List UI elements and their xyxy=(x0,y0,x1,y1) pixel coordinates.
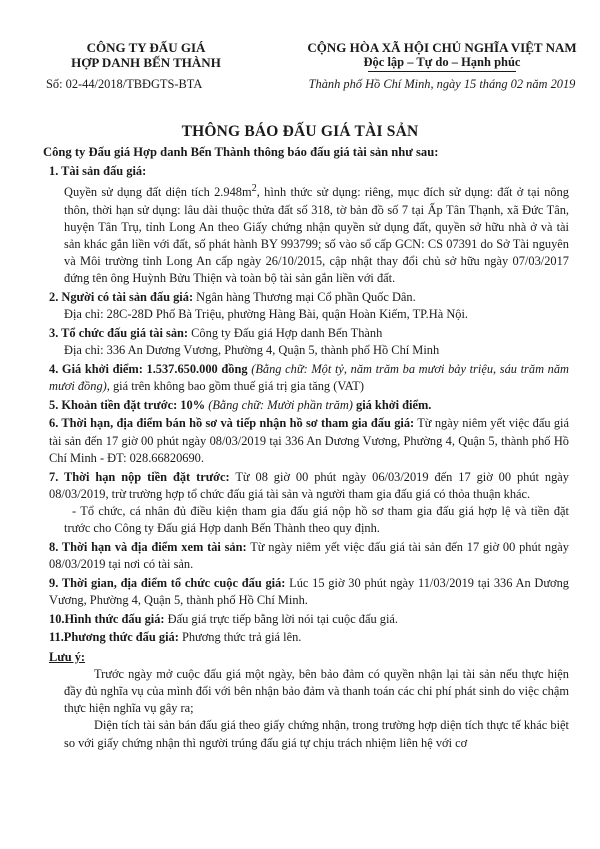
company-name-line2: HỢP DANH BẾN THÀNH xyxy=(71,55,221,70)
section-6-title: 6. Thời hạn, địa điểm bán hồ sơ và tiếp nhận hồ sơ tham gia đấu giá: xyxy=(49,416,415,431)
section-2 xyxy=(49,289,569,323)
document-body xyxy=(49,163,569,752)
section-11 xyxy=(49,629,569,646)
note-paragraph-2: Diện tích tài sản bán đấu giá theo giấy chứng nhận, trong trường hợp diện tích thực tế khác biệt so với giấy chứng nhận thì người trúng đấu giá tự chịu trách nhiệm liên hệ với cơ xyxy=(64,718,569,750)
section-11-text: Phương thức trả giá lên. xyxy=(178,630,302,645)
motto-underline xyxy=(368,71,516,72)
section-7-title: 7. Thời hạn nộp tiền đặt trước: xyxy=(49,469,230,484)
country-name: CỘNG HÒA XÃ HỘI CHỦ NGHĨA VIỆT NAM xyxy=(307,40,577,55)
section-4-text: giá trên không bao gồm thuế giá trị gia tăng (VAT) xyxy=(109,379,364,394)
section-10-text: Đấu giá trực tiếp bằng lời nói tại cuộc đấu giá. xyxy=(164,611,399,626)
section-10 xyxy=(49,611,569,628)
document-number: Số: 02-44/2018/TBĐGTS-BTA xyxy=(46,77,203,91)
deposit-words: (Bằng chữ: Mười phần trăm) xyxy=(205,397,353,412)
section-6 xyxy=(49,415,569,467)
company-name-line1: CÔNG TY ĐẤU GIÁ xyxy=(86,40,206,55)
section-2-address: Địa chỉ: 28C-28D Phố Bà Triệu, phường Hàng Bài, quận Hoàn Kiếm, TP.Hà Nội. xyxy=(64,307,469,322)
section-3-title: 3. Tổ chức đấu giá tài sản: xyxy=(49,325,189,340)
section-10-title: 10.Hình thức đấu giá: xyxy=(49,611,165,626)
section-8-text: Từ ngày niêm yết việc đấu giá tài sản đến 17 giờ 00 phút ngày 08/03/2019 tại nơi có tài sản. xyxy=(49,539,569,572)
section-7-text: Từ 08 giờ 00 phút ngày 06/03/2019 đến 17 giờ 00 phút ngày 08/03/2019, trừ trường hợp tổ chức đấu giá tài sản và người tham gia đấu giá có thỏa thuận khác. xyxy=(49,469,569,501)
deposit-tail: giá khởi điểm. xyxy=(352,397,432,412)
asset-area-text: Quyền sử dụng đất diện tích 2.948m xyxy=(64,185,252,200)
note-title: Lưu ý: xyxy=(49,649,86,664)
section-9 xyxy=(49,575,569,609)
document-title: THÔNG BÁO ĐẤU GIÁ TÀI SẢN xyxy=(181,123,419,140)
section-1-title: 1. Tài sản đấu giá: xyxy=(49,164,147,178)
asset-description: , hình thức sử dụng: riêng, mục đích sử dụng: đất ở tại nông thôn, thời hạn sử dụng: lâu dài thuộc thửa đất số 318, tờ bản đồ số 7 tại Ấp Tân Thạnh, xã Đức Tân, huyện Tân Trụ, tỉnh Long An theo Giấy chứng nhận quyền sử dụng đất, quyền sở hữu nhà ở và tài sản khác gắn liền với đất, số phát hành BY 993799; số vào sổ cấp GCN: CS 07391 do Sở Tài nguyên và Môi trường tỉnh Long An cấp ngày 26/10/2015, cập nhật thay đổi chủ sở hữu ngày 07/03/2017 đứng tên ông Huỳnh Bửu Thiện và toàn bộ tài sản gắn liền với đất. xyxy=(64,185,569,286)
section-8 xyxy=(49,539,569,573)
note-paragraph-1: Trước ngày mở cuộc đấu giá một ngày, bên bảo đảm có quyền nhận lại tài sản nếu thực hiện đầy đủ nghĩa vụ của mình đối với bên nhận bảo đảm và thanh toán các chi phí phát sinh do việc chậm thực hiện nghĩa vụ gây ra; xyxy=(64,666,569,716)
section-4 xyxy=(49,361,569,395)
national-motto: Độc lập – Tự do – Hạnh phúc xyxy=(363,55,521,69)
section-9-title: 9. Thời gian, địa điểm tổ chức cuộc đấu giá: xyxy=(49,575,286,590)
section-5 xyxy=(49,397,569,414)
document-header xyxy=(44,40,577,106)
issuer-block xyxy=(46,40,236,92)
section-9-text: Lúc 15 giờ 30 phút ngày 11/03/2019 tại 336 An Dương Vương, Phường 4, Quận 5, thành phố Hồ Chí Minh. xyxy=(49,575,569,607)
section-11-title: 11.Phương thức đấu giá: xyxy=(49,630,179,645)
starting-price-words: (Bằng chữ: Một tỷ, năm trăm ba mươi bảy triệu, sáu trăm năm mươi đồng), xyxy=(49,361,569,394)
section-2-text: Ngân hàng Thương mại Cổ phần Quốc Dân. xyxy=(193,290,416,305)
section-7 xyxy=(49,469,569,538)
section-5-title: 5. Khoản tiền đặt trước: 10% xyxy=(49,397,206,412)
section-7-dash-note: - Tổ chức, cá nhân đủ điều kiện tham gia đấu giá nộp hồ sơ tham gia đấu giá hợp lệ và tiền đặt trước cho Công ty Đấu giá Hợp danh Bến Thành theo quy định. xyxy=(64,503,569,536)
section-3-text: Công ty Đấu giá Hợp danh Bến Thành xyxy=(188,325,383,340)
area-unit-exponent: 2 xyxy=(251,183,257,195)
section-1 xyxy=(49,163,569,288)
section-1-text xyxy=(64,180,569,287)
section-8-title: 8. Thời hạn và địa điểm xem tài sản: xyxy=(49,539,247,554)
intro-line: Công ty Đấu giá Hợp danh Bến Thành thông báo đấu giá tài sản như sau: xyxy=(43,145,439,159)
section-4-title: 4. Giá khởi điểm: 1.537.650.000 đồng xyxy=(49,361,248,376)
section-3 xyxy=(49,325,569,359)
section-3-address: Địa chỉ: 336 An Dương Vương, Phường 4, Quận 5, thành phố Hồ Chí Minh xyxy=(64,343,440,358)
place-date: Thành phố Hồ Chí Minh, ngày 15 tháng 02 năm 2019 xyxy=(308,77,576,91)
national-header-block xyxy=(272,40,600,92)
section-6-text: Từ ngày niêm yết việc đấu giá tài sản đến 17 giờ 00 phút ngày 08/03/2019 tại 336 An Dương Vương, Phường 4, Quận 5, thành phố Hồ Chí Minh - ĐT: 028.66820690. xyxy=(49,416,569,465)
section-2-title: 2. Người có tài sản đấu giá: xyxy=(49,290,194,305)
